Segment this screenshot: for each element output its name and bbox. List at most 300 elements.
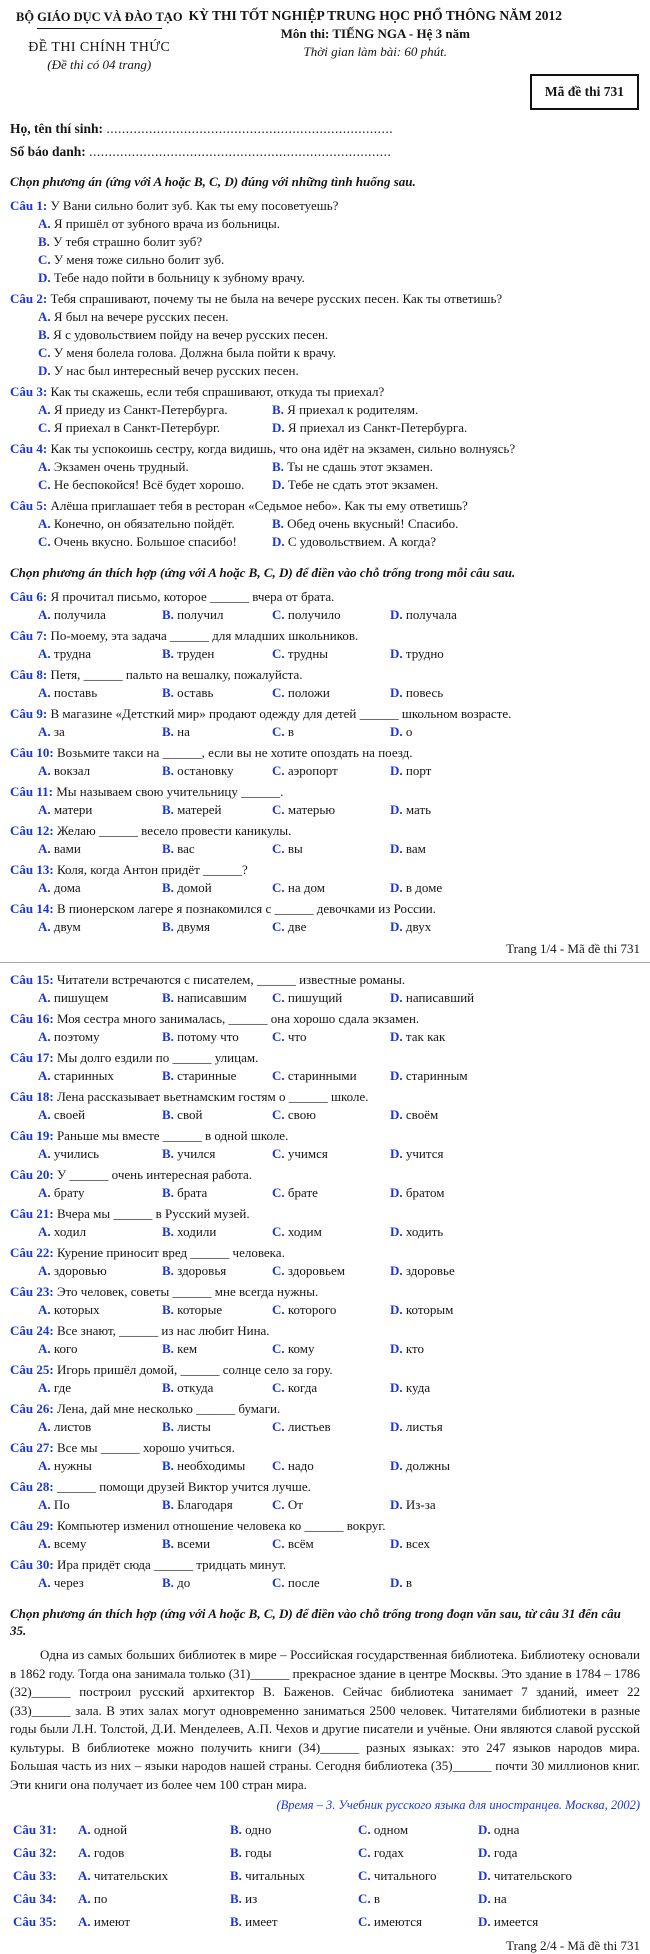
options-grid bbox=[38, 1028, 640, 1046]
option-letter: A. bbox=[38, 1146, 51, 1161]
option-letter: D. bbox=[478, 1914, 491, 1929]
option-c bbox=[272, 1067, 390, 1085]
option-text: Не беспокойся! Всё будет хорошо. bbox=[53, 477, 245, 492]
option-text: У тебя страшно болит зуб? bbox=[53, 234, 203, 249]
option-letter: A. bbox=[38, 1224, 51, 1239]
option-c bbox=[272, 1418, 390, 1436]
option-d bbox=[38, 362, 640, 380]
option-a bbox=[38, 1574, 162, 1592]
option-letter: A. bbox=[38, 516, 51, 531]
question-line bbox=[10, 1010, 640, 1028]
option-c bbox=[272, 762, 390, 780]
question bbox=[10, 1244, 640, 1280]
option-letter: C. bbox=[272, 685, 285, 700]
question-line bbox=[10, 1439, 640, 1457]
option-text: ходили bbox=[177, 1224, 217, 1239]
question bbox=[10, 1166, 640, 1202]
options-grid bbox=[38, 1223, 640, 1241]
option-letter: B. bbox=[162, 1497, 174, 1512]
question bbox=[10, 627, 640, 663]
question bbox=[10, 383, 640, 437]
option-d bbox=[390, 762, 640, 780]
question-line bbox=[10, 440, 640, 458]
option-text: которым bbox=[405, 1302, 454, 1317]
options-grid bbox=[38, 515, 640, 551]
option-text: в bbox=[287, 724, 295, 739]
option-text: нужны bbox=[53, 1458, 92, 1473]
option-d bbox=[390, 606, 640, 624]
exam-pages-note: (Đề thi có 04 trang) bbox=[47, 57, 152, 72]
option-text: поэтому bbox=[53, 1029, 100, 1044]
option-b bbox=[162, 1379, 272, 1397]
option-text: получала bbox=[405, 607, 457, 622]
option-a bbox=[38, 458, 272, 476]
option-text: Я был на вечере русских песен. bbox=[53, 309, 229, 324]
option-a bbox=[38, 1028, 162, 1046]
option-letter: D. bbox=[390, 1185, 403, 1200]
option-letter: D. bbox=[390, 1107, 403, 1122]
option-b bbox=[162, 1262, 272, 1280]
option-text: вас bbox=[177, 841, 195, 856]
option-text: учился bbox=[177, 1146, 216, 1161]
question bbox=[10, 588, 640, 624]
option-text: старинные bbox=[177, 1068, 237, 1083]
option-letter: A. bbox=[38, 802, 51, 817]
option-text: года bbox=[493, 1845, 518, 1860]
option-a bbox=[38, 308, 640, 326]
option-c bbox=[272, 879, 390, 897]
option-d bbox=[390, 645, 640, 663]
option-letter: A. bbox=[38, 607, 51, 622]
options-grid bbox=[38, 1067, 640, 1085]
option-letter: B. bbox=[162, 990, 174, 1005]
exam-title: KỲ THI TỐT NGHIỆP TRUNG HỌC PHỔ THÔNG NĂM 2012 bbox=[188, 8, 562, 23]
option-text: написавший bbox=[405, 990, 475, 1005]
question-text: Все знают, ______ из нас любит Нина. bbox=[56, 1323, 270, 1338]
question-line bbox=[10, 744, 640, 762]
option-letter: C. bbox=[272, 1224, 285, 1239]
option-a bbox=[38, 645, 162, 663]
question-text: По-моему, эта задача ______ для младших школьников. bbox=[50, 628, 359, 643]
options-grid bbox=[38, 1418, 640, 1436]
candidate-id-label: Số báo danh: bbox=[10, 144, 86, 159]
option-b bbox=[162, 840, 272, 858]
question-number: Câu 35: bbox=[13, 1914, 57, 1929]
option-text: Я приеду из Санкт-Петербурга. bbox=[53, 402, 228, 417]
option-text: двум bbox=[53, 919, 81, 934]
option-text: кому bbox=[287, 1341, 315, 1356]
option-letter: D. bbox=[390, 1575, 403, 1590]
options-grid bbox=[38, 723, 640, 741]
option-c bbox=[272, 1301, 390, 1319]
question-number: Câu 1: bbox=[10, 198, 48, 213]
question-line bbox=[10, 666, 640, 684]
option-d bbox=[390, 1184, 640, 1202]
option-a bbox=[78, 1841, 230, 1864]
option-letter: B. bbox=[162, 919, 174, 934]
question-line bbox=[10, 1127, 640, 1145]
option-d bbox=[478, 1864, 640, 1887]
option-text: в bbox=[373, 1891, 381, 1906]
exam-header bbox=[10, 8, 640, 73]
question bbox=[10, 1283, 640, 1319]
option-text: что bbox=[287, 1029, 307, 1044]
option-a bbox=[38, 1535, 162, 1553]
option-letter: B. bbox=[162, 1107, 174, 1122]
option-text: матерей bbox=[177, 802, 222, 817]
option-a bbox=[38, 1379, 162, 1397]
option-text: на bbox=[493, 1891, 507, 1906]
option-letter: D. bbox=[390, 1341, 403, 1356]
question bbox=[10, 1049, 640, 1085]
option-d bbox=[478, 1887, 640, 1910]
option-text: Тебе надо пойти в больницу к зубному врачу. bbox=[53, 270, 305, 285]
option-text: надо bbox=[287, 1458, 314, 1473]
option-letter: B. bbox=[162, 724, 174, 739]
question-line bbox=[10, 1517, 640, 1535]
question-text: У ______ очень интересная работа. bbox=[56, 1167, 253, 1182]
question-line bbox=[10, 383, 640, 401]
option-letter: A. bbox=[38, 990, 51, 1005]
option-b bbox=[272, 401, 640, 419]
option-text: Конечно, он обязательно пойдёт. bbox=[53, 516, 235, 531]
options-grid bbox=[38, 1379, 640, 1397]
option-b bbox=[162, 762, 272, 780]
option-letter: B. bbox=[230, 1868, 242, 1883]
option-text: имеются bbox=[373, 1914, 422, 1929]
option-text: листья bbox=[405, 1419, 443, 1434]
option-d bbox=[390, 1067, 640, 1085]
option-c bbox=[272, 989, 390, 1007]
option-letter: C. bbox=[358, 1914, 371, 1929]
option-a bbox=[38, 801, 162, 819]
option-letter: D. bbox=[38, 270, 51, 285]
option-text: У меня болела голова. Должна была пойти к врачу. bbox=[53, 345, 337, 360]
question-number: Câu 17: bbox=[10, 1050, 54, 1065]
option-c bbox=[272, 801, 390, 819]
exam-type-label: ĐỀ THI CHÍNH THỨC bbox=[28, 40, 171, 55]
option-text: учились bbox=[53, 1146, 100, 1161]
option-text: пишущем bbox=[53, 990, 109, 1005]
option-letter: B. bbox=[162, 802, 174, 817]
option-a bbox=[78, 1910, 230, 1933]
question-text: ______ помощи друзей Виктор учится лучше. bbox=[56, 1479, 311, 1494]
option-d bbox=[390, 840, 640, 858]
section-heading: Chọn phương án thích hợp (ứng với A hoặc B, C, D) để điền vào chỗ trống trong đoạn văn sau, từ câu 31 đến câu 35. bbox=[10, 1606, 621, 1638]
option-letter: A. bbox=[78, 1891, 91, 1906]
option-text: Тебе не сдать этот экзамен. bbox=[287, 477, 439, 492]
option-text: читательских bbox=[93, 1868, 169, 1883]
option-letter: B. bbox=[162, 1575, 174, 1590]
question-text: Это человек, советы ______ мне всегда нужны. bbox=[56, 1284, 319, 1299]
option-letter: B. bbox=[38, 234, 50, 249]
option-b bbox=[162, 1301, 272, 1319]
option-d bbox=[272, 533, 640, 551]
option-letter: A. bbox=[38, 1185, 51, 1200]
question-text: Ира придёт сюда ______ тридцать минут. bbox=[56, 1557, 287, 1572]
option-letter: A. bbox=[38, 1263, 51, 1278]
option-letter: C. bbox=[272, 1458, 285, 1473]
option-text: по bbox=[93, 1891, 108, 1906]
option-text: имеют bbox=[93, 1914, 131, 1929]
option-text: повесь bbox=[405, 685, 444, 700]
option-text: учимся bbox=[287, 1146, 328, 1161]
option-c bbox=[272, 606, 390, 624]
option-letter: A. bbox=[38, 646, 51, 661]
option-d bbox=[390, 684, 640, 702]
question-text: Мы долго ездили по ______ улицам. bbox=[56, 1050, 259, 1065]
question-text: Я прочитал письмо, которое ______ вчера от брата. bbox=[50, 589, 335, 604]
option-letter: A. bbox=[38, 1497, 51, 1512]
option-text: читального bbox=[373, 1868, 437, 1883]
option-text: брате bbox=[287, 1185, 318, 1200]
option-letter: D. bbox=[390, 1146, 403, 1161]
question-number: Câu 12: bbox=[10, 823, 54, 838]
question-text: Как ты скажешь, если тебя спрашивают, откуда ты приехал? bbox=[50, 384, 385, 399]
question-number: Câu 19: bbox=[10, 1128, 54, 1143]
option-letter: D. bbox=[390, 763, 403, 778]
option-letter: A. bbox=[78, 1868, 91, 1883]
option-a bbox=[38, 762, 162, 780]
option-letter: D. bbox=[390, 646, 403, 661]
option-letter: C. bbox=[272, 841, 285, 856]
option-letter: D. bbox=[390, 919, 403, 934]
option-text: Ты не сдашь этот экзамен. bbox=[287, 459, 433, 474]
option-letter: B. bbox=[162, 1536, 174, 1551]
option-text: старинным bbox=[405, 1068, 468, 1083]
option-text: листьев bbox=[287, 1419, 331, 1434]
option-text: на bbox=[177, 724, 190, 739]
question-number: Câu 3: bbox=[10, 384, 48, 399]
option-text: которого bbox=[287, 1302, 337, 1317]
options-grid bbox=[38, 1574, 640, 1592]
question-text: Лена рассказывает вьетнамским гостям о ______ школе. bbox=[56, 1089, 369, 1104]
option-text: за bbox=[53, 724, 65, 739]
question bbox=[10, 1361, 640, 1397]
option-b bbox=[162, 684, 272, 702]
option-letter: C. bbox=[38, 534, 51, 549]
option-text: кто bbox=[405, 1341, 425, 1356]
question-line bbox=[10, 1400, 640, 1418]
options-grid bbox=[38, 1262, 640, 1280]
option-d bbox=[272, 476, 640, 494]
question bbox=[13, 1864, 640, 1887]
option-a bbox=[38, 1340, 162, 1358]
option-letter: B. bbox=[162, 880, 174, 895]
option-d bbox=[390, 801, 640, 819]
option-text: в bbox=[405, 1575, 413, 1590]
option-a bbox=[38, 1457, 162, 1475]
option-letter: D. bbox=[390, 1536, 403, 1551]
option-letter: D. bbox=[390, 685, 403, 700]
option-text: пишущий bbox=[287, 990, 343, 1005]
option-b bbox=[230, 1887, 358, 1910]
question bbox=[13, 1818, 640, 1841]
option-text: братом bbox=[405, 1185, 445, 1200]
option-d bbox=[390, 1574, 640, 1592]
option-letter: A. bbox=[38, 724, 51, 739]
option-c bbox=[358, 1887, 478, 1910]
option-text: Обед очень вкусный! Спасибо. bbox=[287, 516, 459, 531]
option-letter: C. bbox=[358, 1845, 371, 1860]
option-b bbox=[230, 1841, 358, 1864]
option-letter: C. bbox=[358, 1822, 371, 1837]
question-number: Câu 28: bbox=[10, 1479, 54, 1494]
option-c bbox=[272, 840, 390, 858]
option-letter: C. bbox=[272, 1029, 285, 1044]
exam-subject: Môn thi: TIẾNG NGA - Hệ 3 năm bbox=[280, 26, 470, 41]
question-line bbox=[10, 822, 640, 840]
option-d bbox=[390, 1535, 640, 1553]
question-line bbox=[10, 197, 640, 215]
question-number: Câu 25: bbox=[10, 1362, 54, 1377]
question-line bbox=[10, 861, 640, 879]
option-text: о bbox=[405, 724, 413, 739]
question-text: Вчера мы ______ в Русский музей. bbox=[56, 1206, 250, 1221]
option-letter: B. bbox=[162, 1029, 174, 1044]
question-line bbox=[10, 971, 640, 989]
option-c bbox=[358, 1864, 478, 1887]
question-text: Компьютер изменил отношение человека ко ______ вокруг. bbox=[56, 1518, 386, 1533]
option-text: годов bbox=[93, 1845, 125, 1860]
option-text: здоровью bbox=[53, 1263, 107, 1278]
candidate-id-dots: .............................................................................. bbox=[89, 144, 392, 159]
question-line bbox=[10, 1283, 640, 1301]
question-number: Câu 8: bbox=[10, 667, 48, 682]
option-text: всех bbox=[405, 1536, 430, 1551]
option-text: листов bbox=[53, 1419, 92, 1434]
exam-body bbox=[10, 173, 640, 1954]
option-b bbox=[162, 1223, 272, 1241]
option-text: кого bbox=[53, 1341, 78, 1356]
option-text: на дом bbox=[287, 880, 325, 895]
options-grid bbox=[38, 918, 640, 936]
option-letter: D. bbox=[390, 1458, 403, 1473]
question-text: Читатели встречаются с писателем, ______ известные романы. bbox=[56, 972, 406, 987]
option-c bbox=[272, 1028, 390, 1046]
question-line bbox=[10, 1322, 640, 1340]
option-letter: D. bbox=[478, 1868, 491, 1883]
option-c bbox=[38, 251, 640, 269]
option-letter: B. bbox=[272, 402, 284, 417]
option-letter: C. bbox=[272, 919, 285, 934]
option-text: одной bbox=[93, 1822, 128, 1837]
question-line bbox=[10, 497, 640, 515]
option-letter: D. bbox=[390, 1068, 403, 1083]
question-text: Лена, дай мне несколько ______ бумаги. bbox=[56, 1401, 281, 1416]
option-letter: B. bbox=[162, 1419, 174, 1434]
question bbox=[10, 783, 640, 819]
option-letter: D. bbox=[390, 1302, 403, 1317]
option-letter: B. bbox=[162, 1185, 174, 1200]
option-text: брату bbox=[53, 1185, 85, 1200]
option-letter: A. bbox=[38, 1380, 51, 1395]
option-letter: A. bbox=[38, 459, 51, 474]
option-text: остановку bbox=[177, 763, 234, 778]
header-left-block bbox=[10, 8, 189, 73]
candidate-id-line bbox=[10, 144, 640, 160]
option-c bbox=[272, 1262, 390, 1280]
question-line bbox=[10, 900, 640, 918]
question-number: Câu 27: bbox=[10, 1440, 54, 1455]
option-letter: B. bbox=[162, 646, 174, 661]
option-text: годы bbox=[245, 1845, 272, 1860]
option-letter: D. bbox=[272, 420, 285, 435]
ministry-underline bbox=[37, 28, 162, 29]
option-a bbox=[38, 684, 162, 702]
option-c bbox=[358, 1841, 478, 1864]
question-line bbox=[10, 1361, 640, 1379]
option-a bbox=[38, 1223, 162, 1241]
option-text: которых bbox=[53, 1302, 100, 1317]
option-text: Экзамен очень трудный. bbox=[53, 459, 189, 474]
option-c bbox=[358, 1818, 478, 1841]
option-text: имеет bbox=[245, 1914, 278, 1929]
option-c bbox=[272, 1106, 390, 1124]
section-heading: Chọn phương án (ứng với A hoặc B, C, D) đúng với những tình huống sau. bbox=[10, 174, 416, 189]
option-letter: B. bbox=[162, 1341, 174, 1356]
option-c bbox=[272, 1496, 390, 1514]
option-text: через bbox=[53, 1575, 84, 1590]
options-grid bbox=[38, 840, 640, 858]
question-number: Câu 33: bbox=[13, 1868, 57, 1883]
option-letter: B. bbox=[162, 1302, 174, 1317]
question bbox=[10, 971, 640, 1007]
option-letter: A. bbox=[38, 1068, 51, 1083]
option-c bbox=[272, 1184, 390, 1202]
option-letter: A. bbox=[38, 1419, 51, 1434]
question bbox=[13, 1887, 640, 1910]
exam-duration: Thời gian làm bài: 60 phút. bbox=[303, 44, 447, 59]
option-text: получила bbox=[53, 607, 106, 622]
option-letter: C. bbox=[272, 1107, 285, 1122]
question bbox=[10, 1556, 640, 1592]
option-letter: C. bbox=[358, 1891, 371, 1906]
option-text: свою bbox=[287, 1107, 316, 1122]
option-d bbox=[390, 1457, 640, 1475]
option-letter: D. bbox=[478, 1891, 491, 1906]
option-text: труден bbox=[177, 646, 215, 661]
question-number: Câu 23: bbox=[10, 1284, 54, 1299]
option-text: читательского bbox=[493, 1868, 572, 1883]
option-letter: D. bbox=[390, 990, 403, 1005]
question-number: Câu 29: bbox=[10, 1518, 54, 1533]
option-d bbox=[38, 269, 640, 287]
question-number: Câu 22: bbox=[10, 1245, 54, 1260]
option-letter: B. bbox=[162, 1263, 174, 1278]
option-text: У меня тоже сильно болит зуб. bbox=[53, 252, 225, 267]
question-text: Алёша приглашает тебя в ресторан «Седьмое небо». Как ты ему ответишь? bbox=[50, 498, 468, 513]
option-b bbox=[162, 1145, 272, 1163]
option-letter: C. bbox=[38, 477, 51, 492]
option-text: после bbox=[287, 1575, 320, 1590]
option-text: Очень вкусно. Большое спасибо! bbox=[53, 534, 237, 549]
option-c bbox=[272, 723, 390, 741]
option-text: ходил bbox=[53, 1224, 87, 1239]
option-letter: C. bbox=[272, 1146, 285, 1161]
option-c bbox=[272, 1574, 390, 1592]
option-text: одном bbox=[373, 1822, 409, 1837]
option-text: одно bbox=[245, 1822, 272, 1837]
option-text: матерью bbox=[287, 802, 336, 817]
option-b bbox=[162, 645, 272, 663]
option-b bbox=[230, 1910, 358, 1933]
option-c bbox=[358, 1910, 478, 1933]
question bbox=[10, 1205, 640, 1241]
question-number: Câu 26: bbox=[10, 1401, 54, 1416]
option-text: получило bbox=[287, 607, 341, 622]
question-number: Câu 24: bbox=[10, 1323, 54, 1338]
